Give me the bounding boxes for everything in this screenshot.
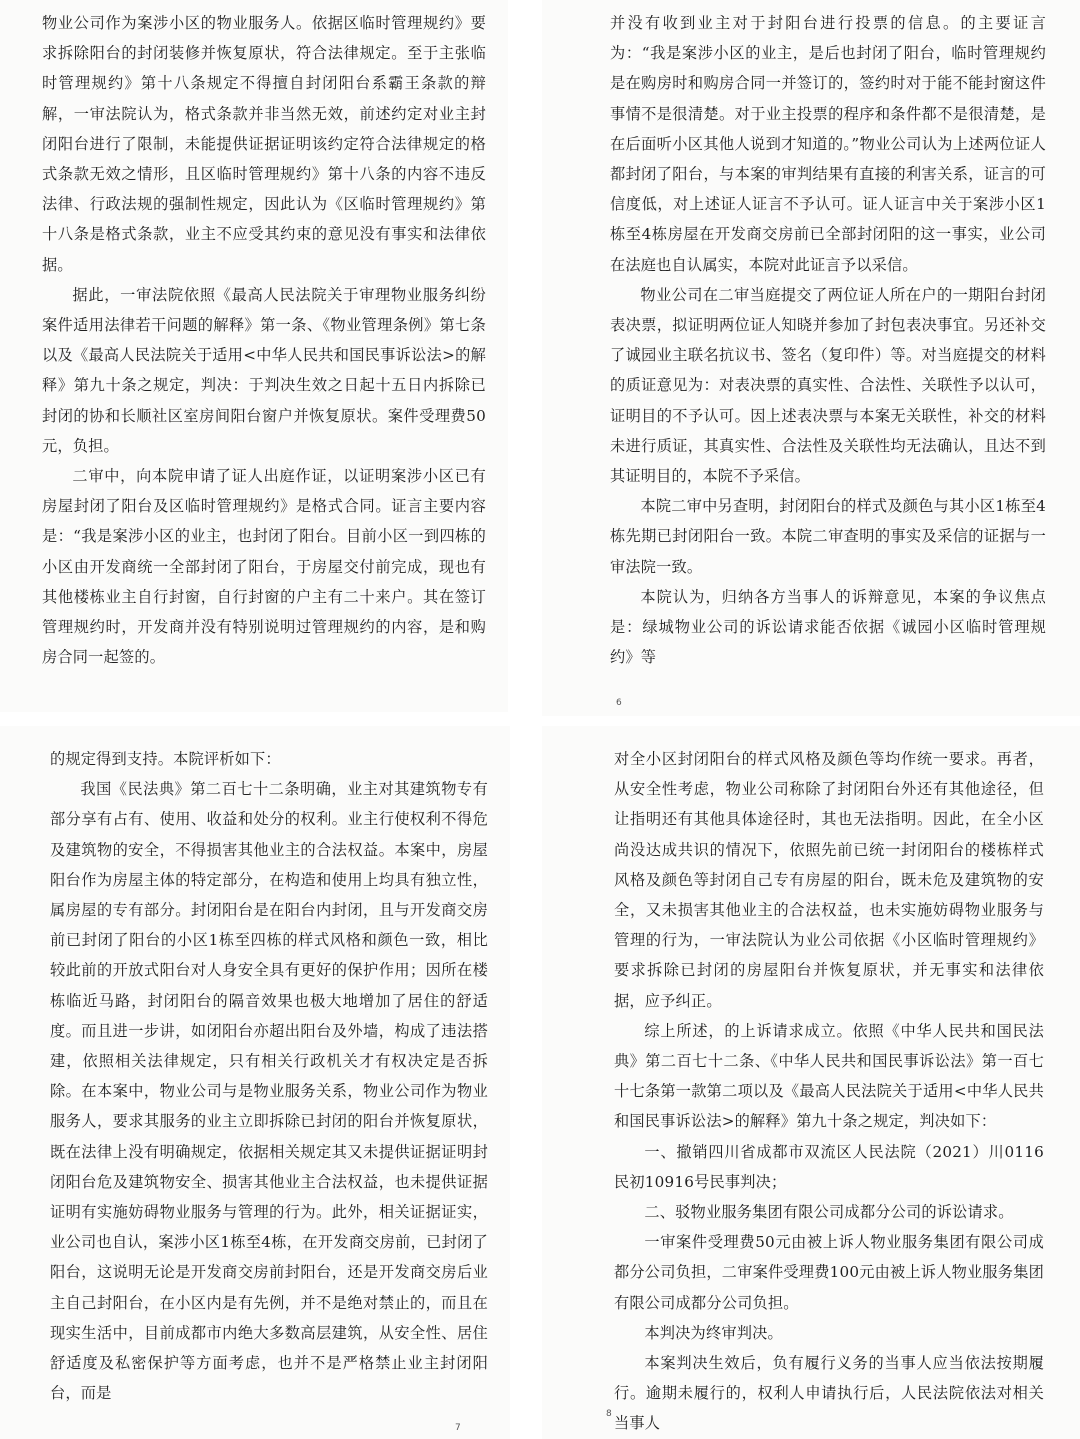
document-page-top-left (0, 0, 508, 712)
document-page-bottom-left (0, 726, 510, 1439)
paragraph: 一审案件受理费50元由被上诉人物业服务集团有限公司成都分公司负担，二审案件受理费100元由被上诉人物业服务集团有限公司成都分公司负担。 (614, 1233, 1044, 1312)
horizontal-gutter (0, 716, 1080, 726)
paragraph: 一、撤销四川省成都市双流区人民法院（2021）川0116民初10916号民事判决； (614, 1142, 1044, 1191)
paragraph: 对全小区封闭阳台的样式风格及颜色等均作统一要求。再者，从安全性考虑，物业公司称除了封闭阳台外还有其他途径，但让指明还有其他具体途径时，其也无法指明。因此，在全小区尚没达成共识的情况下，依照先前已统一封闭阳台的楼栋样式风格及颜色等封闭自己专有房屋的阳台，既未危及建筑物的安全，又未损害其他业主的合法权益，也未实施妨碍物业服务与管理的行为，一审法院认为业公司依据《小区临时管理规约》要求拆除已封闭的房屋阳台并恢复原状，并无事实和法律依据，应予纠正。 (614, 750, 1044, 1010)
page-number: 8 (606, 1409, 612, 1419)
paragraph: 本院认为，归纳各方当事人的诉辩意见，本案的争议焦点是：绿城物业公司的诉讼请求能否依据《诚园小区临时管理规约》等 (610, 587, 1046, 667)
paragraph: 据此，一审法院依照《最高人民法院关于审理物业服务纠纷案件适用法律若干问题的解释》第一条、《物业管理条例》第七条以及《最高人民法院关于适用<中华人民共和国民事诉讼法>的解释》第九十条之规定，判决：于判决生效之日起十五日内拆除已封闭的协和长顺社区室房间阳台窗户并恢复原状。案件受理费50元，负担。 (42, 285, 486, 455)
page-number: 6 (616, 698, 622, 708)
paragraph: 物业公司在二审当庭提交了两位证人所在户的一期阳台封闭表决票，拟证明两位证人知晓并参加了封包表决事宜。另还补交了诚园业主联名抗议书、签名（复印件）等。对当庭提交的材料的质证意见为：对表决票的真实性、合法性、关联性予以认可，证明目的不予认可。因上述表决票与本案无关联性，补交的材料未进行质证，其真实性、合法性及关联性均无法确认，且达不到其证明目的，本院不予采信。 (610, 285, 1046, 486)
paragraph: 本判决为终审判决。 (644, 1323, 783, 1342)
paragraph: 综上所述，的上诉请求成立。依照《中华人民共和国民法典》第二百七十二条、《中华人民共和国民事诉讼法》第一百七十七条第一款第二项以及《最高人民法院关于适用<中华人民共和国民事诉讼法>的解释》第九十条之规定，判决如下： (614, 1021, 1044, 1131)
paragraph: 物业公司作为案涉小区的物业服务人。依据区临时管理规约》要求拆除阳台的封闭装修并恢复原状，符合法律规定。至于主张临时管理规约》第十八条规定不得擅自封闭阳台系霸王条款的辩解，一审法院认为，格式条款并非当然无效，前述约定对业主封闭阳台进行了限制，未能提供证据证明该约定符合法律规定的格式条款无效之情形，且区临时管理规约》第十八条的内容不违反法律、行政法规的强制性规定，因此认为《区临时管理规约》第十八条是格式条款，业主不应受其约束的意见没有事实和法律依据。 (42, 14, 486, 274)
paragraph: 二审中，向本院申请了证人出庭作证，以证明案涉小区已有房屋封闭了阳台及区临时管理规约》是格式合同。证言主要内容是：“我是案涉小区的业主，也封闭了阳台。目前小区一到四栋的小区由开发商统一全部封闭了阳台，于房屋交付前完成，现也有其他楼栋业主自行封窗，自行封窗的户主有二十来户。其在签订管理规约时，开发商并没有特别说明过管理规约的内容，是和购房合同一起签的。 (42, 467, 486, 667)
paragraph: 并没有收到业主对于封阳台进行投票的信息。的主要证言为：“我是案涉小区的业主，是后也封闭了阳台，临时管理规约是在购房时和购房合同一并签订的，签约时对于能不能封窗这件事情不是很清楚。对于业主投票的程序和条件都不是很清楚，是在后面听小区其他人说到才知道的。”物业公司认为上述两位证人都封闭了阳台，与本案的审判结果有直接的利害关系，证言的可信度低，对上述证人证言不予认可。证人证言中关于案涉小区1栋至4栋房屋在开发商交房前已全部封闭阳的这一事实，业公司在法庭也自认属实，本院对此证言予以采信。 (610, 14, 1046, 274)
paragraph: 本案判决生效后，负有履行义务的当事人应当依法按期履行。逾期未履行的，权利人申请执行后，人民法院依法对相关当事人 (614, 1354, 1044, 1433)
paragraph: 的规定得到支持。本院评析如下： (50, 750, 281, 768)
paragraph: 二、驳物业服务集团有限公司成都分公司的诉讼请求。 (644, 1203, 1014, 1222)
paragraph: 本院二审中另查明，封闭阳台的样式及颜色与其小区1栋至4栋先期已封闭阳台一致。本院二审查明的事实及采信的证据与一审法院一致。 (610, 497, 1046, 576)
page-number: 7 (455, 1423, 461, 1433)
document-page-top-right (542, 0, 1080, 716)
paragraph: 我国《民法典》第二百七十二条明确，业主对其建筑物专有部分享有占有、使用、收益和处分的权利。业主行使权利不得危及建筑物的安全，不得损害其他业主的合法权益。本案中，房屋阳台作为房屋主体的特定部分，在构造和使用上均具有独立性，属房屋的专有部分。封闭阳台是在阳台内封闭，且与开发商交房前已封闭了阳台的小区1栋至四栋的样式风格和颜色一致，相比较此前的开放式阳台对人身安全具有更好的保护作用；因所在楼栋临近马路，封闭阳台的隔音效果也极大地增加了居住的舒适度。而且进一步讲，如闭阳台亦超出阳台及外墙，构成了违法搭建，依照相关法律规定，只有相关行政机关才有权决定是否拆除。在本案中，物业公司与是物业服务关系，物业公司作为物业服务人，要求其服务的业主立即拆除已封闭的阳台并恢复原状，既在法律上没有明确规定，依据相关规定其又未提供证据证明封闭阳台危及建筑物安全、损害其他业主合法权益，也未提供证据证明有实施妨碍物业服务与管理的行为。此外，相关证据证实，业公司也自认，案涉小区1栋至4栋，在开发商交房前，已封闭了阳台，这说明无论是开发商交房前封阳台，还是开发商交房后业主自己封阳台，在小区内是有先例，并不是绝对禁止的，而且在现实生活中，目前成都市内绝大多数高层建筑，从安全性、居住舒适度及私密保护等方面考虑，也并不是严格禁止业主封闭阳台，而是 (50, 780, 488, 1403)
document-page-bottom-right (542, 726, 1080, 1439)
